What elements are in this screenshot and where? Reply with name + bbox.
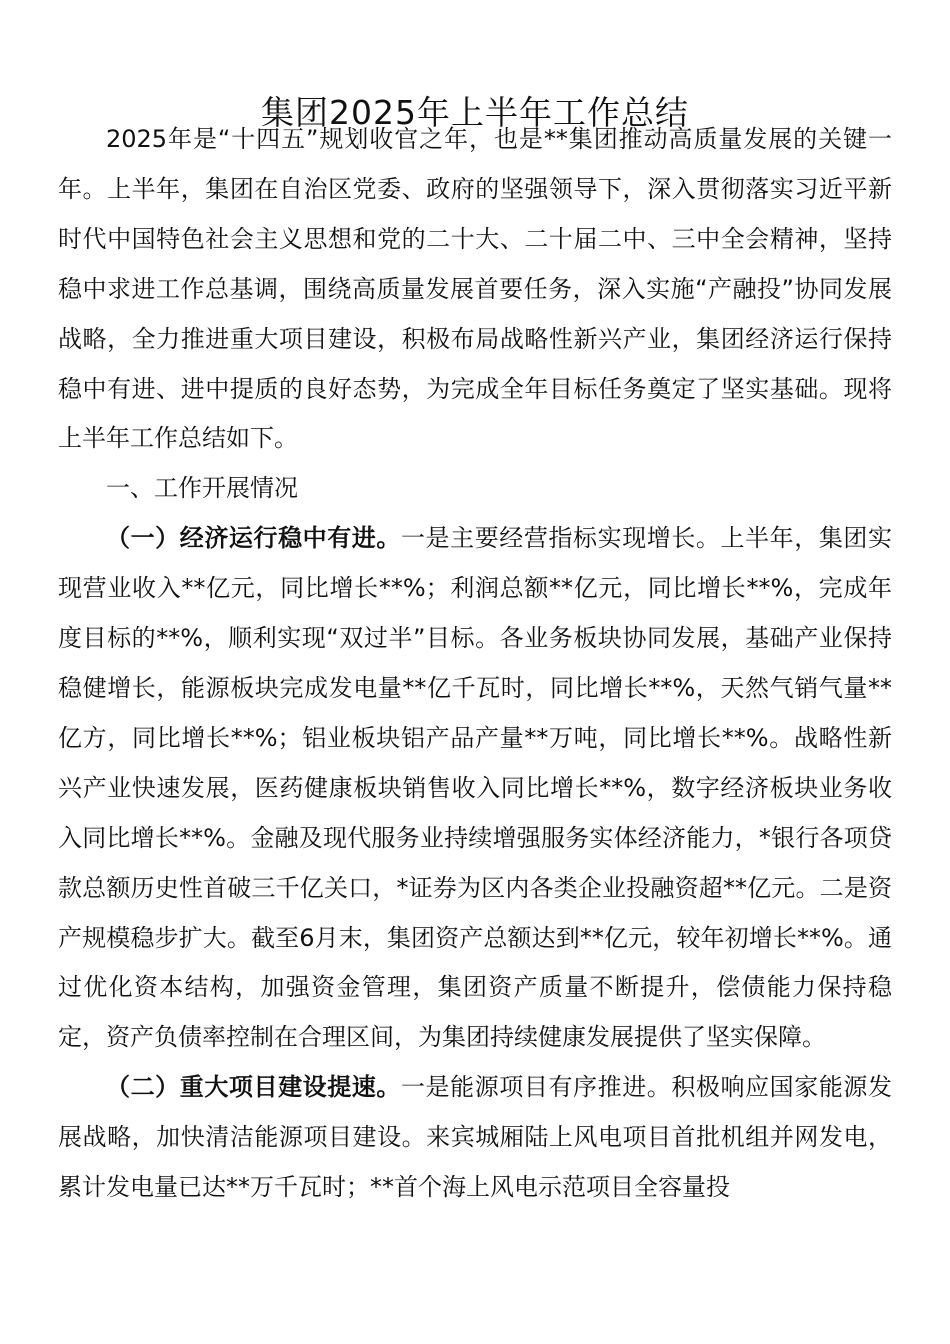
subsection-text-1: 一是主要经营指标实现增长。上半年，集团实现营业收入**亿元，同比增长**%；利润总额**亿元，同比增长**%，完成年度目标的**%，顺利实现“双过半”目标。各业务板块协同发展，基础产业保持稳健增长，能源板块完成发电量**亿千瓦时，同比增长**%，天然气销气量**亿方，同比增长**%；铝业板块铝产品产量**万吨，同比增长**%。战略性新兴产业快速发展，医药健康板块销售收入同比增长**%，数字经济板块业务收入同比增长**%。金融及现代服务业持续增强服务实体经济能力，*银行各项贷款总额历史性首破三千亿关口，*证券为区内各类企业投融资超**亿元。二是资产规模稳步扩大。截至6月末，集团资产总额达到**亿元，较年初增长**%。通过优化资本结构，加强资金管理，集团资产质量不断提升，偿债能力保持稳定，资产负债率控制在合理区间，为集团持续健康发展提供了坚实保障。 [58, 524, 892, 1052]
subsection-text-2: 一是能源项目有序推进。积极响应国家能源发展战略，加快清洁能源项目建设。来宾城厢陆上风电项目首批机组并网发电，累计发电量已达**万千瓦时；**首个海上风电示范项目全容量投 [58, 1073, 892, 1202]
document-title: 集团2025年上半年工作总结 [261, 93, 689, 133]
subsection-paragraph-2 [58, 1063, 892, 1213]
subsection-heading-1: （一）经济运行稳中有进。 [106, 524, 401, 553]
subsection-heading-2: （二）重大项目建设提速。 [106, 1073, 401, 1102]
document-body [58, 115, 892, 1213]
subsection-paragraph-1 [58, 514, 892, 1063]
intro-paragraph: 2025年是“十四五”规划收官之年，也是**集团推动高质量发展的关键一年。上半年，集团在自治区党委、政府的坚强领导下，深入贯彻落实习近平新时代中国特色社会主义思想和党的二十大、二十届二中、三中全会精神，坚持稳中求进工作总基调，围绕高质量发展首要任务，深入实施“产融投”协同发展战略，全力推进重大项目建设，积极布局战略性新兴产业，集团经济运行保持稳中有进、进中提质的良好态势，为完成全年目标任务奠定了坚实基础。现将上半年工作总结如下。 [58, 125, 892, 453]
section-heading: 一、工作开展情况 [106, 474, 298, 503]
